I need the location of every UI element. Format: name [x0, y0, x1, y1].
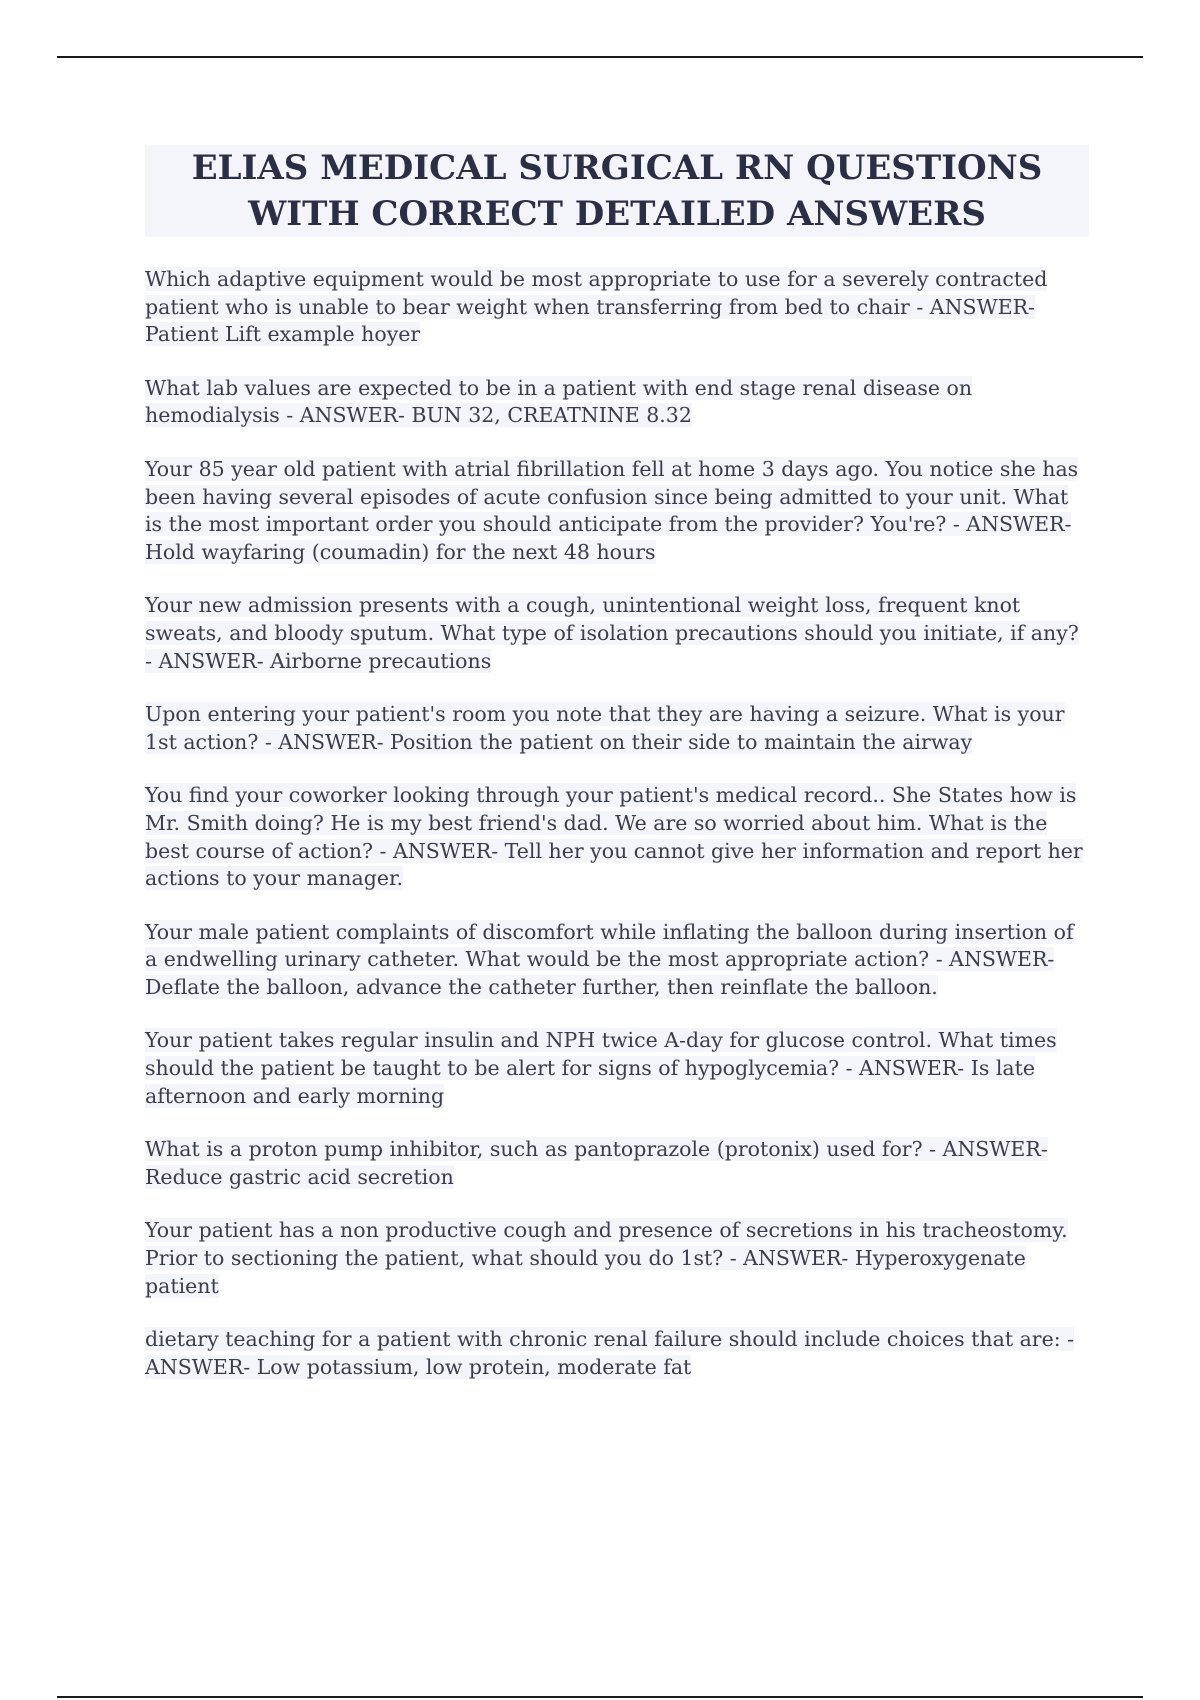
title-line-2: WITH CORRECT DETAILED ANSWERS	[248, 194, 986, 234]
qa-item	[145, 1027, 1089, 1110]
qa-text: What is a proton pump inhibitor, such as pantoprazole (protonix) used for? - ANSWER- Reduce gastric acid secretion	[145, 1137, 1048, 1189]
qa-text: Your new admission presents with a cough, unintentional weight loss, frequent knot sweats, and bloody sputum. What type of isolation precautions should you initiate, if any? - ANSWER- Airborne precautions	[145, 593, 1079, 673]
qa-item	[145, 592, 1089, 675]
document-title	[145, 145, 1089, 237]
qa-text: dietary teaching for a patient with chronic renal failure should include choices that are: - ANSWER- Low potassium, low protein, moderate fat	[145, 1327, 1075, 1379]
qa-text: You find your coworker looking through your patient's medical record.. She States how is Mr. Smith doing? He is my best friend's dad. We are so worried about him. What is the best course of action? - ANSWER- Tell her you cannot give her information and report her actions to your manager.	[145, 783, 1083, 891]
qa-item	[145, 375, 1089, 430]
qa-item	[145, 1326, 1089, 1381]
title-line-1: ELIAS MEDICAL SURGICAL RN QUESTIONS	[191, 148, 1043, 188]
qa-text: Your male patient complaints of discomfort while inflating the balloon during insertion of a endwelling urinary catheter. What would be the most appropriate action? - ANSWER- Deflate the balloon, advance the catheter further, then reinflate the balloon.	[145, 919, 1074, 999]
qa-text: Which adaptive equipment would be most appropriate to use for a severely contracted patient who is unable to bear weight when transferring from bed to chair - ANSWER- Patient Lift example hoyer	[145, 267, 1048, 347]
top-rule	[57, 56, 1143, 58]
qa-text: Your patient has a non productive cough and presence of secretions in his tracheostomy. Prior to sectioning the patient, what should you do 1st? - ANSWER- Hyperoxygenate patient	[145, 1218, 1068, 1298]
qa-item	[145, 266, 1089, 349]
qa-text: Upon entering your patient's room you note that they are having a seizure. What is your 1st action? - ANSWER- Position the patient on their side to maintain the airway	[145, 702, 1065, 754]
qa-item	[145, 456, 1089, 566]
qa-item	[145, 1217, 1089, 1300]
qa-list	[145, 266, 1089, 1407]
qa-text: Your 85 year old patient with atrial fibrillation fell at home 3 days ago. You notice she has been having several episodes of acute confusion since being admitted to your unit. What is the most important order you should anticipate from the provider? You're? - ANSWER- Hold wayfaring (coumadin) for the next 48 hours	[145, 456, 1079, 564]
qa-item	[145, 782, 1089, 892]
qa-item	[145, 919, 1089, 1002]
qa-item	[145, 1136, 1089, 1191]
qa-text: What lab values are expected to be in a patient with end stage renal disease on hemodialysis - ANSWER- BUN 32, CREATNINE 8.32	[145, 375, 973, 428]
qa-text: Your patient takes regular insulin and NPH twice A-day for glucose control. What times should the patient be taught to be alert for signs of hypoglycemia? - ANSWER- Is late afternoon and early morning	[145, 1028, 1057, 1108]
bottom-rule	[57, 1696, 1143, 1698]
qa-item	[145, 701, 1089, 756]
